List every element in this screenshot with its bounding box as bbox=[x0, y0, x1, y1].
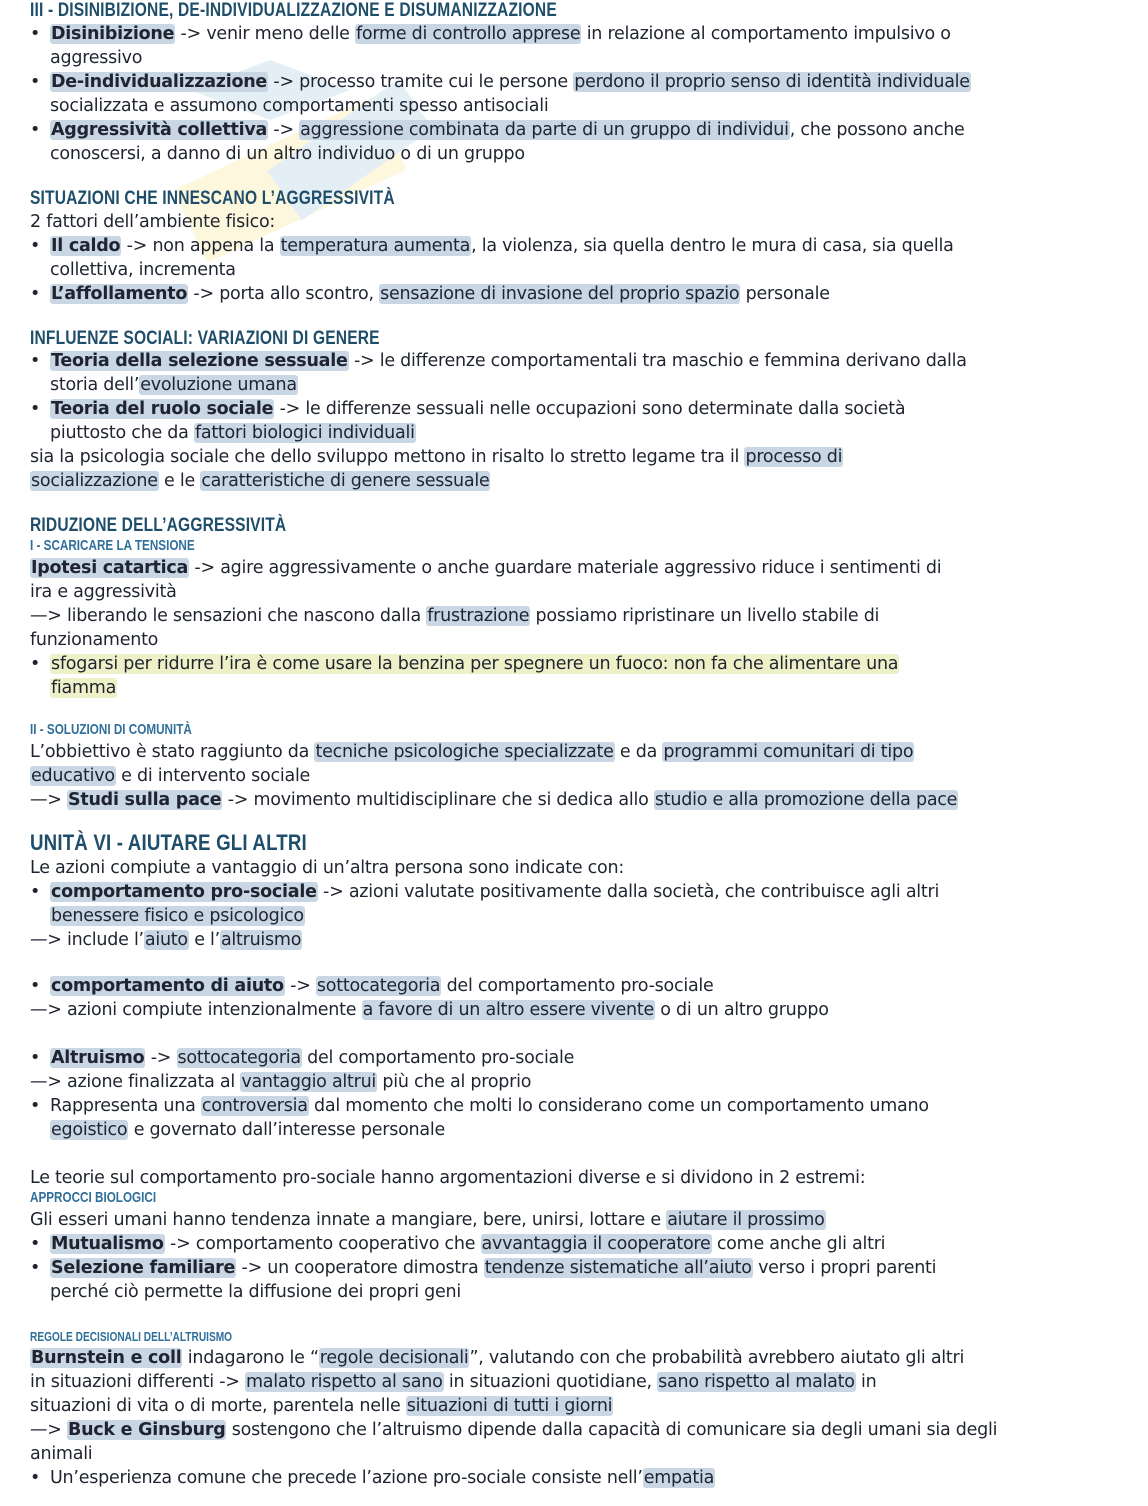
list-item: • L’affollamento -> porta allo scontro, sensazione di invasione del proprio spazio personale bbox=[30, 284, 830, 304]
section-title-situazioni: SITUAZIONI CHE INNESCANO L’AGGRESSIVITÀ bbox=[30, 188, 395, 209]
section-title-aiutare: UNITÀ VI - AIUTARE GLI ALTRI bbox=[30, 830, 307, 855]
list-item: • Il caldo -> non appena la temperatura aumenta, la violenza, sia quella dentro le mura di casa, sia quella bbox=[30, 236, 954, 256]
section-title-disinibizione: III - DISINIBIZIONE, DE-INDIVIDUALIZZAZIONE E DISUMANIZZAZIONE bbox=[30, 0, 557, 21]
subsection-title-scaricare: I - SCARICARE LA TENSIONE bbox=[30, 537, 195, 554]
list-item: • Rappresenta una controversia dal momento che molti lo considerano come un comportamento umano bbox=[30, 1096, 929, 1116]
list-item: • Disinibizione -> venir meno delle forme di controllo apprese in relazione al comportamento impulsivo o bbox=[30, 24, 951, 44]
bullet-icon: • bbox=[30, 120, 41, 140]
list-item: • Teoria del ruolo sociale -> le differenze sessuali nelle occupazioni sono determinate dalla società bbox=[30, 399, 906, 419]
list-item: • De-individualizzazione -> processo tramite cui le persone perdono il proprio senso di identità individuale bbox=[30, 72, 970, 92]
subsection-title-regole: REGOLE DECISIONALI DELL’ALTRUISMO bbox=[30, 1329, 233, 1344]
section-body-aiuto: • comportamento di aiuto -> sottocategoria del comportamento pro-sociale —> azioni compiute intenzionalmente a favore di un altro essere vivente o di un altro gruppo bbox=[30, 974, 1115, 1022]
bullet-icon: • bbox=[30, 1048, 41, 1068]
bullet-icon: • bbox=[30, 351, 41, 371]
bullet-icon: • bbox=[30, 24, 41, 44]
section-title-influenze: INFLUENZE SOCIALI: VARIAZIONI DI GENERE bbox=[30, 328, 380, 349]
list-item: • Aggressività collettiva -> aggressione combinata da parte di un gruppo di individui, che possono anche bbox=[30, 120, 965, 140]
section-title-riduzione: RIDUZIONE DELL’AGGRESSIVITÀ bbox=[30, 515, 287, 536]
section-body-teorie: Le teorie sul comportamento pro-sociale hanno argomentazioni diverse e si dividono in 2 estremi: bbox=[30, 1168, 866, 1188]
bullet-icon: • bbox=[30, 1096, 41, 1116]
list-item: • Altruismo -> sottocategoria del comportamento pro-sociale bbox=[30, 1048, 575, 1068]
section-body-aiutare: Le azioni compiute a vantaggio di un’altra persona sono indicate con: • comportamento pro-sociale -> azioni valutate positivamente dalla società, che contribuisce agli altri benessere fisico e psicologico —> include l’aiuto e l’altruismo bbox=[30, 856, 1115, 952]
section-body-comunita: L’obbiettivo è stato raggiunto da tecniche psicologiche specializzate e da programmi comunitari di tipo educativo e di intervento sociale —> Studi sulla pace -> movimento multidisciplinare che si dedica allo studio e alla promozione della pace bbox=[30, 742, 958, 810]
bullet-icon: • bbox=[30, 654, 41, 674]
bullet-icon: • bbox=[30, 1234, 41, 1254]
section-body-situazioni: 2 fattori dell’ambiente fisico: • Il caldo -> non appena la temperatura aumenta, la violenza, sia quella dentro le mura di casa, sia quella collettiva, incrementa • L’affollamento -> porta allo scontro, sensazione di invasione del proprio spazio personale bbox=[30, 210, 1115, 306]
bullet-icon: • bbox=[30, 236, 41, 256]
list-item: • Teoria della selezione sessuale -> le differenze comportamentali tra maschio e femmina derivano dalla bbox=[30, 351, 967, 371]
section-body-altruismo: • Altruismo -> sottocategoria del comportamento pro-sociale —> azione finalizzata al vantaggio altrui più che al proprio • Rappresenta una controversia dal momento che molti lo considerano come un comportamento umano egoistico e governato dall’interesse personale bbox=[30, 1046, 1115, 1142]
section-body-influenze: • Teoria della selezione sessuale -> le differenze comportamentali tra maschio e femmina derivano dalla storia dell’evoluzione umana • Teoria del ruolo sociale -> le differenze sessuali nelle occupazioni sono determinate dalla società piuttosto che da fattori biologici individuali sia la psicologia sociale che dello sviluppo mettono in risalto lo stretto legame tra il processo di socializzazione e le caratteristiche di genere sessuale bbox=[30, 349, 1115, 493]
list-item: • comportamento di aiuto -> sottocategoria del comportamento pro-sociale bbox=[30, 976, 714, 996]
section-body-approcci: Gli esseri umani hanno tendenza innate a mangiare, bere, unirsi, lottare e aiutare il prossimo • Mutualismo -> comportamento cooperativo che avvantaggia il cooperatore come anche gli altri • Selezione familiare -> un cooperatore dimostra tendenze sistematiche all’aiuto verso i propri parenti perché ciò permette la diffusione dei propri geni bbox=[30, 1208, 1115, 1304]
bullet-icon: • bbox=[30, 1258, 41, 1278]
section-body-scaricare: Ipotesi catartica -> agire aggressivamente o anche guardare materiale aggressivo riduce i sentimenti di ira e aggressività —> liberando le sensazioni che nascono dalla frustrazione possiamo ripristinare un livello stabile di funzionamento • sfogarsi per ridurre l’ira è come usare la benzina per spegnere un fuoco: non fa che alimentare una fiamma bbox=[30, 556, 1115, 700]
list-item: • Mutualismo -> comportamento cooperativo che avvantaggia il cooperatore come anche gli altri bbox=[30, 1234, 886, 1254]
section-body-disinibizione: • Disinibizione -> venir meno delle forme di controllo apprese in relazione al comportamento impulsivo o aggressivo • De-individualizzazione -> processo tramite cui le persone perdono il proprio senso di identità individuale socializzata e assumono comportamenti spesso antisociali • Aggressività collettiva -> aggressione combinata da parte di un gruppo di individui, che possono anche conoscersi, a danno di un altro individuo o di un gruppo bbox=[30, 22, 1115, 166]
bullet-icon: • bbox=[30, 284, 41, 304]
bullet-icon: • bbox=[30, 882, 41, 902]
bullet-icon: • bbox=[30, 976, 41, 996]
bullet-icon: • bbox=[30, 72, 41, 92]
subsection-title-approcci: APPROCCI BIOLOGICI bbox=[30, 1189, 157, 1206]
list-item: • comportamento pro-sociale -> azioni valutate positivamente dalla società, che contribuisce agli altri bbox=[30, 882, 940, 902]
bullet-icon: • bbox=[30, 399, 41, 419]
subsection-title-comunita: II - SOLUZIONI DI COMUNITÀ bbox=[30, 721, 192, 738]
list-item: • Selezione familiare -> un cooperatore dimostra tendenze sistematiche all’aiuto verso i propri parenti bbox=[30, 1258, 937, 1278]
list-item: • Un’esperienza comune che precede l’azione pro-sociale consiste nell’empatia bbox=[30, 1468, 715, 1488]
list-item: • sfogarsi per ridurre l’ira è come usare la benzina per spegnere un fuoco: non fa che alimentare una bbox=[30, 654, 899, 674]
section-body-regole: Burnstein e coll indagarono le “regole decisionali”, valutando con che probabilità avrebbero aiutato gli altri in situazioni differenti -> malato rispetto al sano in situazioni quotidiane, sano rispetto al malato in situazioni di vita o di morte, parentela nelle situazioni di tutti i giorni —> Buck e Ginsburg sostengono che l’altruismo dipende dalla capacità di comunicare sia degli umani sia degli animali • Un’esperienza comune che precede l’azione pro-sociale consiste nell’empatia bbox=[30, 1346, 1115, 1490]
bullet-icon: • bbox=[30, 1468, 41, 1488]
